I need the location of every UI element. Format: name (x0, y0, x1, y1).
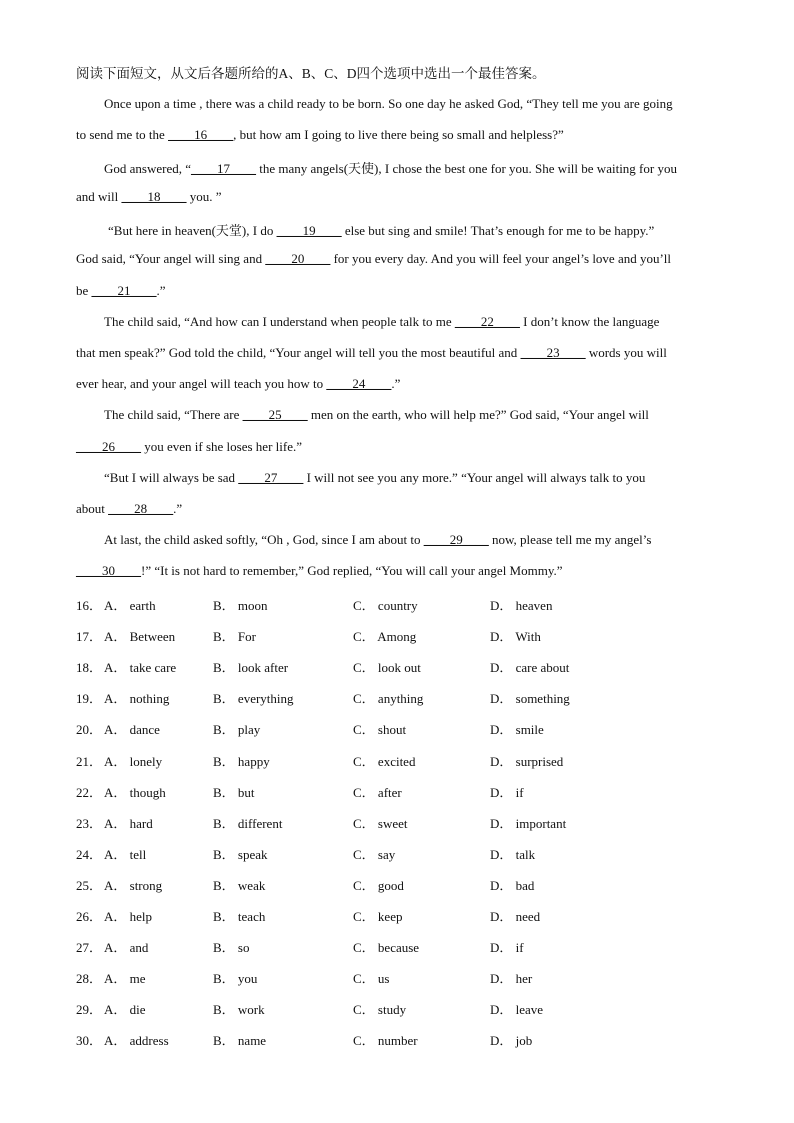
option-b[interactable]: B． speak (213, 846, 268, 862)
option-b[interactable]: B． weak (213, 877, 266, 893)
option-b[interactable]: B． work (213, 1002, 265, 1018)
option-d[interactable]: D． job (490, 1033, 533, 1049)
option-d[interactable]: D． bad (490, 877, 535, 893)
question-row (76, 719, 716, 737)
option-b[interactable]: B． but (213, 784, 255, 800)
blank-17: ____17____ (191, 161, 256, 176)
question-row (76, 875, 716, 893)
option-a[interactable]: A． tell (104, 846, 147, 862)
passage-line: ____26____ you even if she loses her life.” (76, 439, 303, 454)
passage-line: God said, “Your angel will sing and ____20____ for you every day. And you will feel your angel’s love and you’ll (76, 251, 672, 266)
option-b[interactable]: B． play (213, 722, 261, 738)
option-b[interactable]: B． name (213, 1033, 267, 1049)
option-b[interactable]: B． you (213, 971, 258, 987)
option-d[interactable]: D． important (490, 815, 567, 831)
passage-line: God answered, “____17____ the many angels(天使), I chose the best one for you. She will be waiting for you (104, 161, 677, 176)
option-a[interactable]: A． address (104, 1033, 169, 1049)
option-a[interactable]: A． hard (104, 815, 153, 831)
option-c[interactable]: C． after (353, 784, 402, 800)
option-b[interactable]: B． moon (213, 598, 268, 613)
option-a[interactable]: A． earth (104, 598, 156, 613)
blank-18: ____18____ (121, 189, 187, 204)
option-a[interactable]: A． help (104, 909, 153, 924)
question-row (76, 626, 716, 644)
passage-line: Once upon a time , there was a child ready to be born. So one day he asked God, “They tell me you are going (104, 96, 673, 111)
option-a[interactable]: A． Between (104, 629, 176, 645)
question-row (76, 968, 716, 986)
option-c[interactable]: C． us (353, 971, 390, 987)
option-c[interactable]: C． look out (353, 660, 421, 676)
option-a[interactable]: A． though (104, 784, 166, 800)
instruction-text: 阅读下面短文，从文后各题所给的A、B、C、D四个选项中选出一个最佳答案。 (76, 66, 546, 81)
option-c[interactable]: C． good (353, 877, 404, 893)
option-c[interactable]: C． say (353, 846, 396, 862)
blank-16: ____16____ (168, 127, 234, 142)
option-c[interactable]: C． Among (353, 629, 417, 645)
question-number: 23． (76, 815, 103, 831)
question-number: 22． (76, 784, 103, 800)
question-number: 17． (76, 629, 103, 645)
question-row (76, 657, 716, 675)
option-c[interactable]: C． anything (353, 691, 424, 707)
blank-28: ____28____ (108, 501, 174, 516)
option-d[interactable]: D． something (490, 691, 570, 707)
option-c[interactable]: C． shout (353, 722, 407, 738)
option-c[interactable]: C． keep (353, 909, 403, 924)
question-number: 30． (76, 1033, 103, 1049)
question-number: 29． (76, 1002, 103, 1018)
passage-line: be ____21____.” (76, 283, 166, 298)
option-d[interactable]: D． leave (490, 1002, 544, 1018)
blank-22: ____22____ (454, 314, 520, 329)
option-d[interactable]: D． smile (490, 722, 544, 738)
option-d[interactable]: D． care about (490, 660, 570, 676)
question-row (76, 813, 716, 831)
option-b[interactable]: B． everything (213, 691, 294, 707)
question-row (76, 595, 716, 613)
option-a[interactable]: A． die (104, 1002, 146, 1018)
option-a[interactable]: A． me (104, 971, 146, 987)
option-c[interactable]: C． sweet (353, 815, 408, 831)
question-row (76, 1030, 716, 1048)
question-number: 16． (76, 598, 103, 613)
question-number: 27． (76, 940, 103, 956)
question-number: 18． (76, 660, 103, 676)
option-b[interactable]: B． For (213, 629, 256, 645)
blank-30: ____30____ (76, 563, 141, 578)
blank-25: ____25____ (242, 407, 308, 422)
option-b[interactable]: B． happy (213, 753, 270, 769)
question-number: 26． (76, 909, 103, 924)
option-c[interactable]: C． country (353, 598, 418, 613)
option-d[interactable]: D． surprised (490, 753, 564, 769)
passage-line: The child said, “And how can I understand when people talk to me ____22____ I don’t know the language (104, 314, 660, 329)
question-row (76, 999, 716, 1017)
passage-line: that men speak?” God told the child, “Your angel will tell you the most beautiful and ____23____ words you will (76, 345, 667, 360)
question-row (76, 844, 716, 862)
option-a[interactable]: A． strong (104, 877, 163, 893)
question-row (76, 906, 716, 924)
question-row (76, 782, 716, 800)
question-row (76, 688, 716, 706)
option-c[interactable]: C． excited (353, 753, 416, 769)
blank-24: ____24____ (326, 376, 392, 391)
question-number: 28． (76, 971, 103, 987)
option-b[interactable]: B． so (213, 940, 250, 956)
blank-19: ____19____ (276, 223, 342, 238)
blank-26: ____26____ (76, 439, 141, 454)
option-d[interactable]: D． need (490, 909, 541, 924)
question-number: 19． (76, 691, 103, 707)
question-row (76, 937, 716, 955)
passage-line: “But here in heaven(天堂), I do ____19____ else but sing and smile! That’s enough for me to be happy.” (108, 223, 655, 238)
option-c[interactable]: C． because (353, 940, 420, 956)
option-a[interactable]: A． nothing (104, 691, 170, 707)
option-d[interactable]: D． heaven (490, 598, 553, 613)
option-b[interactable]: B． look after (213, 660, 289, 676)
option-d[interactable]: D． With (490, 629, 541, 645)
option-c[interactable]: C． study (353, 1002, 407, 1018)
option-a[interactable]: A． dance (104, 722, 160, 738)
option-a[interactable]: A． take care (104, 660, 177, 676)
blank-21: ____21____ (91, 283, 157, 298)
blank-20: ____20____ (265, 251, 331, 266)
option-d[interactable]: D． talk (490, 846, 536, 862)
passage-line: ever hear, and your angel will teach you how to ____24____.” (76, 376, 401, 391)
passage-line: ____30____!” “It is not hard to remember,” God replied, “You will call your angel Mommy.” (76, 563, 563, 578)
option-a[interactable]: A． lonely (104, 753, 163, 769)
passage-line: The child said, “There are ____25____ men on the earth, who will help me?” God said, “Your angel will (104, 407, 649, 422)
option-d[interactable]: D． if (490, 784, 524, 800)
option-d[interactable]: D． if (490, 940, 524, 956)
question-row (76, 751, 716, 769)
blank-27: ____27____ (238, 470, 304, 485)
option-b[interactable]: B． different (213, 815, 283, 831)
passage-line: about ____28____.” (76, 501, 183, 516)
passage-line: “But I will always be sad ____27____ I will not see you any more.” “Your angel will always talk to you (104, 470, 646, 485)
question-number: 20． (76, 722, 103, 738)
passage-line: and will ____18____ you. ” (76, 189, 222, 204)
option-a[interactable]: A． and (104, 940, 149, 956)
option-d[interactable]: D． her (490, 971, 533, 987)
passage-line: to send me to the ____16____, but how am I going to live there being so small and helpless?” (76, 127, 564, 142)
passage-line: At last, the child asked softly, “Oh , God, since I am about to ____29____ now, please tell me my angel’s (104, 532, 652, 547)
question-number: 25． (76, 877, 103, 893)
option-c[interactable]: C． number (353, 1033, 418, 1049)
blank-29: ____29____ (423, 532, 489, 547)
option-b[interactable]: B． teach (213, 909, 266, 924)
question-number: 21． (76, 753, 103, 769)
blank-23: ____23____ (520, 345, 586, 360)
question-number: 24． (76, 846, 103, 862)
